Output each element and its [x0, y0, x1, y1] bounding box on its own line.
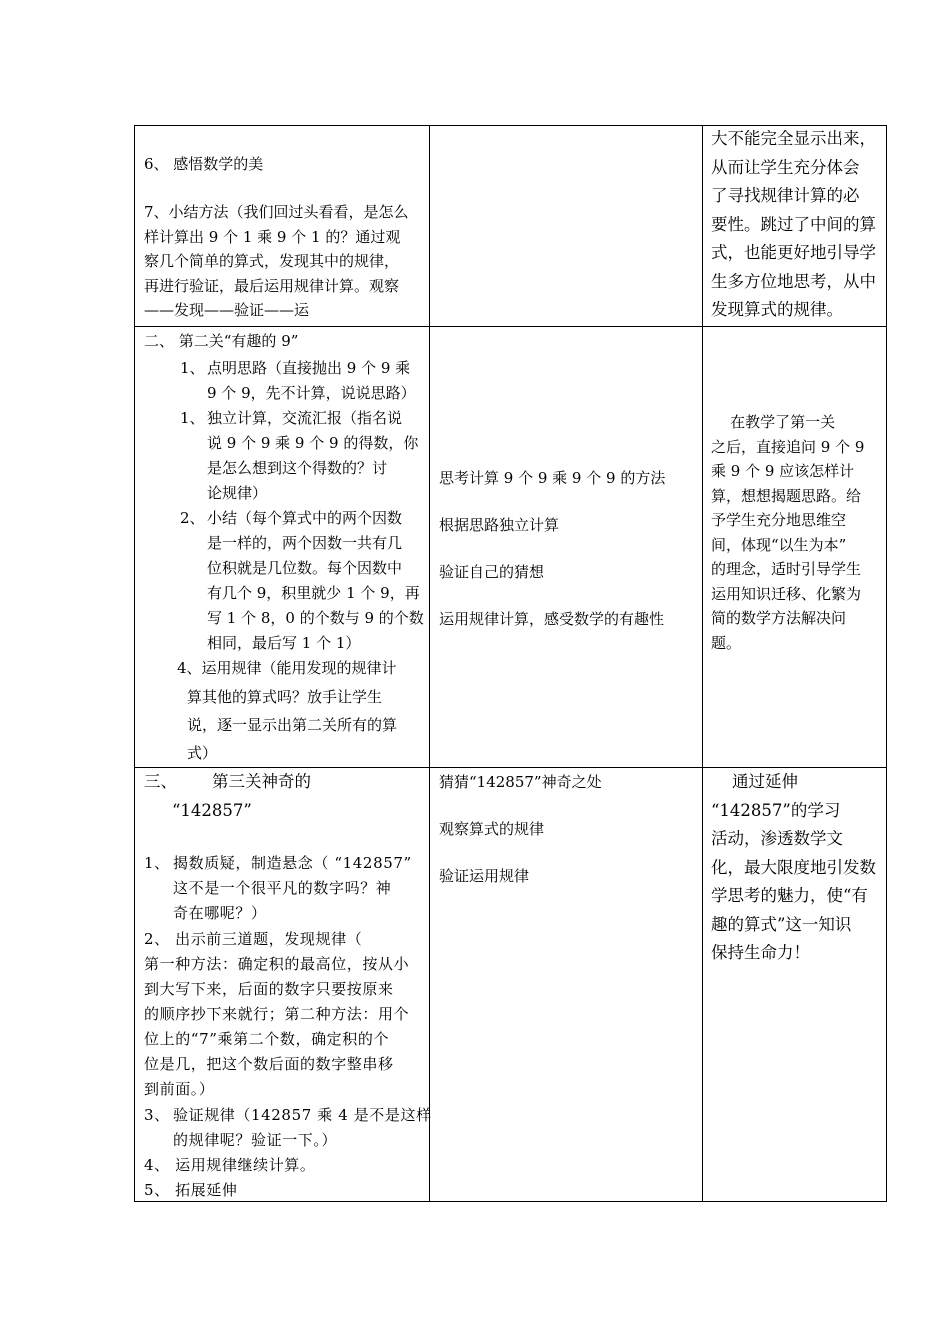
row1-item6: 6、 感悟数学的美: [144, 155, 264, 173]
step-number: 1、: [144, 854, 170, 872]
row3-step2-line: 到大写下来，后面的数字只要按原来: [144, 980, 394, 998]
row3-step1-line: 揭数质疑，制造悬念（ “142857”: [173, 854, 412, 872]
activity-line: 根据思路独立计算: [439, 516, 560, 534]
row1-note-line: 发现算式的规律。: [711, 300, 843, 319]
row2-note-line: 予学生充分地思维空: [711, 511, 847, 529]
step4-line: 说，逐一显示出第二关所有的算: [187, 716, 398, 734]
row1-item7-line: 样计算出 9 个 1 乘 9 个 1 的？通过观: [144, 227, 401, 246]
step3-line: 小结（每个算式中的两个因数: [207, 509, 403, 527]
row3-note-line: 化，最大限度地引发数: [711, 857, 876, 877]
table-bottom-border: [134, 1201, 887, 1202]
step1-line: 点明思路（直接抛出 9 个 9 乘: [207, 359, 411, 377]
row2-note-line: 在教学了第一关: [711, 413, 836, 431]
row1-note-line: 式，也能更好地引导学: [711, 243, 876, 262]
step-number: 2、: [180, 509, 205, 527]
section-3-heading-number: “142857”: [172, 801, 252, 820]
row3-note-line: “142857”的学习: [711, 800, 841, 820]
row2-note-line: 间，体现“以生为本”: [711, 535, 847, 554]
activity-line: 思考计算 9 个 9 乘 9 个 9 的方法: [439, 469, 666, 487]
row3-step2-head: 2、 出示前三道题，发现规律（: [144, 930, 363, 948]
step1-line: 9 个 9，先不计算，说说思路）: [207, 384, 416, 402]
row1-note-line: 大不能完全显示出来，: [711, 129, 876, 148]
row1-note-line: 生多方位地思考，从中: [711, 271, 876, 291]
row3-step3-line: 的规律呢？验证一下。）: [173, 1131, 338, 1149]
row3-note-line: 通过延伸: [711, 772, 798, 791]
section-3-number: 三、: [144, 772, 177, 791]
table-right-border: [886, 125, 887, 1202]
row1-item7-line: 察几个简单的算式，发现其中的规律，: [144, 252, 400, 270]
step-number: 1、: [180, 409, 205, 427]
row2-note-line: 乘 9 个 9 应该怎样计: [711, 462, 855, 480]
row3-step2-line: 位是几，把这个数后面的数字整串移: [144, 1055, 394, 1073]
step4-line: 式）: [187, 744, 218, 762]
row1-item7-line: 7、小结方法（我们回过头看看，是怎么: [144, 203, 409, 221]
activity-line: 猜猜“142857”神奇之处: [439, 773, 602, 791]
column-divider-1: [429, 125, 430, 1202]
row3-step4: 4、 运用规律继续计算。: [144, 1156, 316, 1174]
row-divider-1: [134, 326, 887, 327]
activity-line: 观察算式的规律: [439, 820, 545, 838]
row3-step2-line: 第一种方法：确定积的最高位，按从小: [144, 955, 410, 973]
row3-step3-line: 验证规律（142857 乘 4 是不是这样: [173, 1106, 432, 1124]
step2-line: 论规律）: [207, 484, 268, 502]
row3-step2-line: 位上的“7”乘第二个数，确定积的个: [144, 1030, 390, 1048]
row1-note-line: 从而让学生充分体会: [711, 157, 860, 177]
row2-note-line: 运用知识迁移、化繁为: [711, 584, 862, 603]
row1-note-line: 了寻找规律计算的必: [711, 186, 860, 205]
step3-line: 是一样的，两个因数一共有几: [207, 534, 403, 552]
step-number: 3、: [144, 1106, 170, 1124]
row3-step1-line: 奇在哪呢？）: [173, 904, 267, 922]
step2-line: 独立计算，交流汇报（指名说: [207, 409, 403, 427]
row1-item7-line: ——发现——验证——运: [144, 301, 310, 319]
section-3-heading: 第三关神奇的: [212, 772, 311, 791]
step4-line: 4、运用规律（能用发现的规律计: [177, 659, 397, 677]
row3-step5: 5、 拓展延伸: [144, 1181, 238, 1199]
step2-line: 是怎么想到这个得数的？讨: [207, 459, 388, 477]
row3-note-line: 活动，渗透数学文: [711, 829, 843, 848]
step2-line: 说 9 个 9 乘 9 个 9 的得数，你: [207, 434, 419, 452]
activity-line: 验证运用规律: [439, 867, 530, 885]
row1-note-line: 要性。跳过了中间的算: [711, 214, 876, 234]
row2-note-line: 题。: [711, 633, 742, 652]
row3-step1-line: 这不是一个很平凡的数字吗？神: [173, 879, 392, 897]
step3-line: 写 1 个 8，0 的个数与 9 的个数: [207, 609, 424, 627]
activity-line: 验证自己的猜想: [439, 563, 545, 581]
step3-line: 相同，最后写 1 个 1）: [207, 634, 361, 652]
step3-line: 位积就是几位数。每个因数中: [207, 559, 403, 577]
row2-note-line: 算，想想揭题思路。给: [711, 486, 862, 505]
row3-note-line: 趣的算式”这一知识: [711, 914, 852, 934]
step3-line: 有几个 9，积里就少 1 个 9，再: [207, 584, 420, 602]
table-left-border: [134, 125, 135, 1202]
row3-step2-line: 的顺序抄下来就行；第二种方法：用个: [144, 1005, 410, 1023]
row3-note-line: 保持生命力！: [711, 943, 810, 962]
row3-step2-line: 到前面。）: [144, 1080, 215, 1098]
row2-note-line: 简的数学方法解决问: [711, 609, 847, 627]
row1-item7-line: 再进行验证，最后运用规律计算。观察: [144, 276, 400, 295]
section-2-heading: 二、 第二关“有趣的 9”: [144, 332, 299, 350]
activity-line: 运用规律计算，感受数学的有趣性: [439, 610, 665, 628]
column-divider-2: [702, 125, 703, 1202]
step4-line: 算其他的算式吗？放手让学生: [187, 688, 383, 706]
row2-note-line: 的理念，适时引导学生: [711, 560, 862, 578]
step-number: 1、: [180, 359, 205, 377]
row2-note-line: 之后，直接追问 9 个 9: [711, 437, 865, 456]
row3-note-line: 学思考的魅力，使“有: [711, 886, 868, 905]
